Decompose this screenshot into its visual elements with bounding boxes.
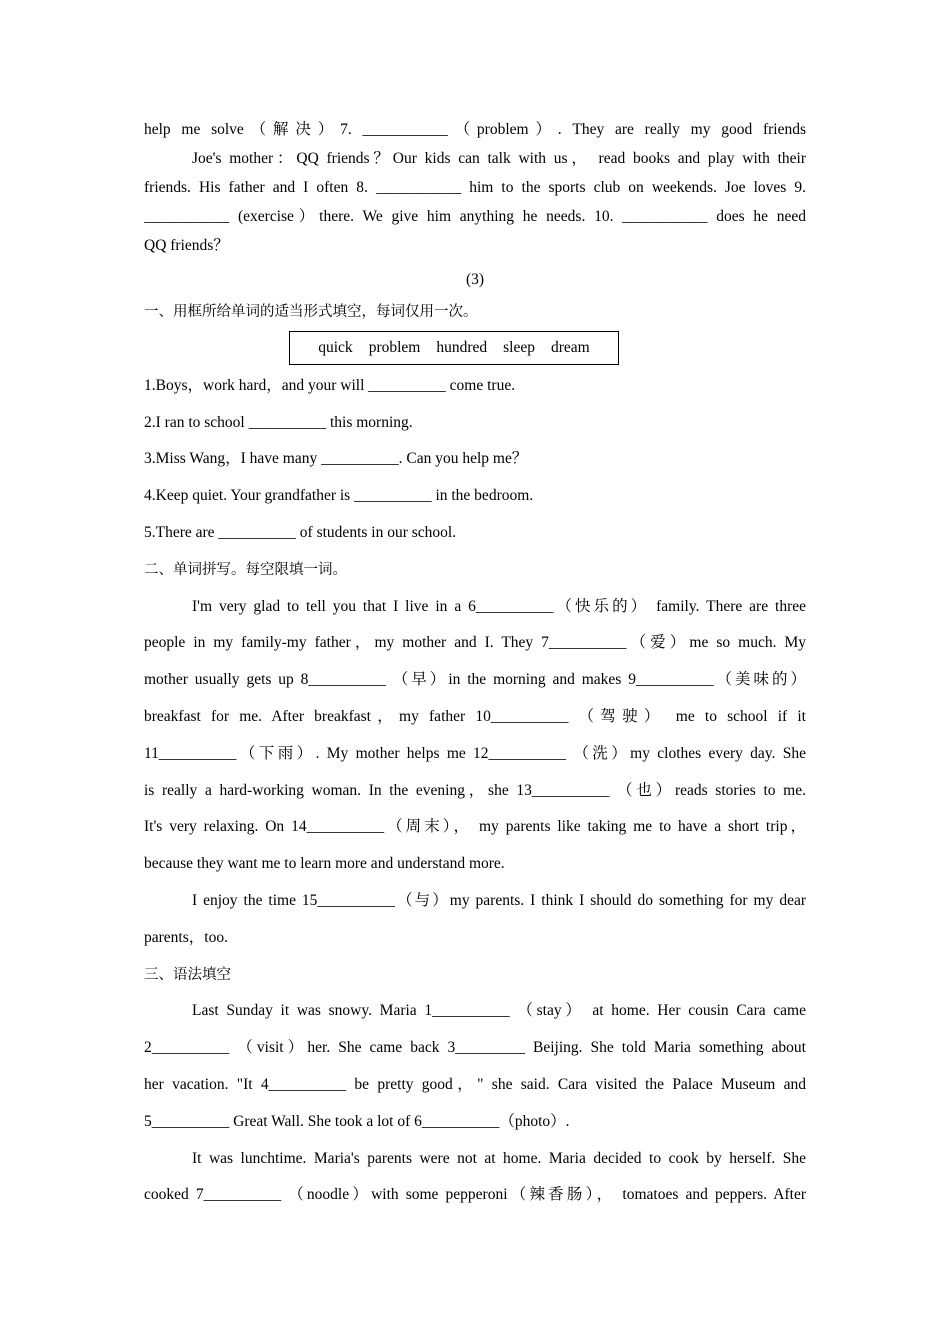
text-line: because they want me to learn more and understand more. — [144, 855, 505, 873]
text-line: QQ friends？ — [144, 237, 229, 254]
text-line: friends. His father and I often 8. ___________ him to the sports club on weekends. Joe loves 9. — [144, 179, 806, 196]
word-box — [289, 331, 619, 365]
part2-heading: 二、单词拼写。每空限填一词。 — [144, 561, 347, 578]
text-line: 11__________（下雨）. My mother helps me 12__________ （洗）my clothes every day. She — [144, 744, 806, 762]
text-line: breakfast for me. After breakfast，my father 10__________ （驾驶） me to school if it — [144, 707, 806, 725]
part1-heading: 一、用框所给单词的适当形式填空，每词仅用一次。 — [144, 304, 478, 320]
text-line: mother usually gets up 8__________ （早）in the morning and makes 9__________（美味的） — [144, 671, 806, 689]
question-item: 5.There are __________ of students in our school. — [144, 523, 457, 541]
word-box-item: problem — [368, 338, 421, 356]
text-line: It's very relaxing. On 14__________（周末）， my parents like taking me to have a short trip， — [144, 818, 806, 836]
text-line: cooked 7__________ （noodle）with some pepperoni（辣香肠）， tomatoes and peppers. After — [144, 1186, 806, 1204]
text-line: Last Sunday it was snowy. Maria 1__________ （stay） at home. Her cousin Cara came — [192, 1002, 806, 1020]
question-item: 3.Miss Wang，I have many __________. Can you help me？ — [144, 450, 528, 468]
text-line: 2__________ （visit）her. She came back 3_________ Beijing. She told Maria something about — [144, 1039, 806, 1057]
text-line: 5__________ Great Wall. She took a lot of 6__________（photo）. — [144, 1112, 570, 1130]
text-line: I enjoy the time 15__________（与）my parents. I think I should do something for my dear — [192, 891, 806, 909]
word-box-item: quick — [318, 338, 353, 356]
question-item: 1.Boys，work hard，and your will __________ come true. — [144, 376, 516, 394]
text-line: is really a hard-working woman. In the evening，she 13__________ （也）reads stories to me. — [144, 781, 806, 799]
text-line: ___________ (exercise）there. We give him anything he needs. 10. ___________ does he need — [144, 208, 806, 225]
text-line: help me solve（解决）7. ___________（problem）. They are really my good friends — [144, 121, 806, 138]
text-line: Joe's mother：QQ friends？Our kids can talk with us， read books and play with their — [192, 150, 806, 167]
word-box-item: dream — [551, 338, 590, 356]
word-box-item: hundred — [436, 338, 488, 356]
text-line: people in my family-my father，my mother and I. They 7__________（爱）me so much. My — [144, 634, 806, 652]
question-item: 4.Keep quiet. Your grandfather is __________ in the bedroom. — [144, 487, 534, 505]
section-number: (3) — [465, 271, 485, 288]
part3-heading: 三、语法填空 — [144, 966, 231, 983]
text-line: parents，too. — [144, 928, 228, 946]
text-line: her vacation. "It 4__________ be pretty good，" she said. Cara visited the Palace Museum and — [144, 1075, 806, 1093]
word-box-row — [144, 331, 806, 368]
question-item: 2.I ran to school __________ this morning. — [144, 413, 413, 431]
document-content — [144, 115, 806, 1214]
text-line: It was lunchtime. Maria's parents were not at home. Maria decided to cook by herself. She — [192, 1149, 806, 1167]
word-box-item: sleep — [503, 338, 535, 356]
text-line: I'm very glad to tell you that I live in a 6__________（快乐的） family. There are three — [192, 597, 806, 615]
